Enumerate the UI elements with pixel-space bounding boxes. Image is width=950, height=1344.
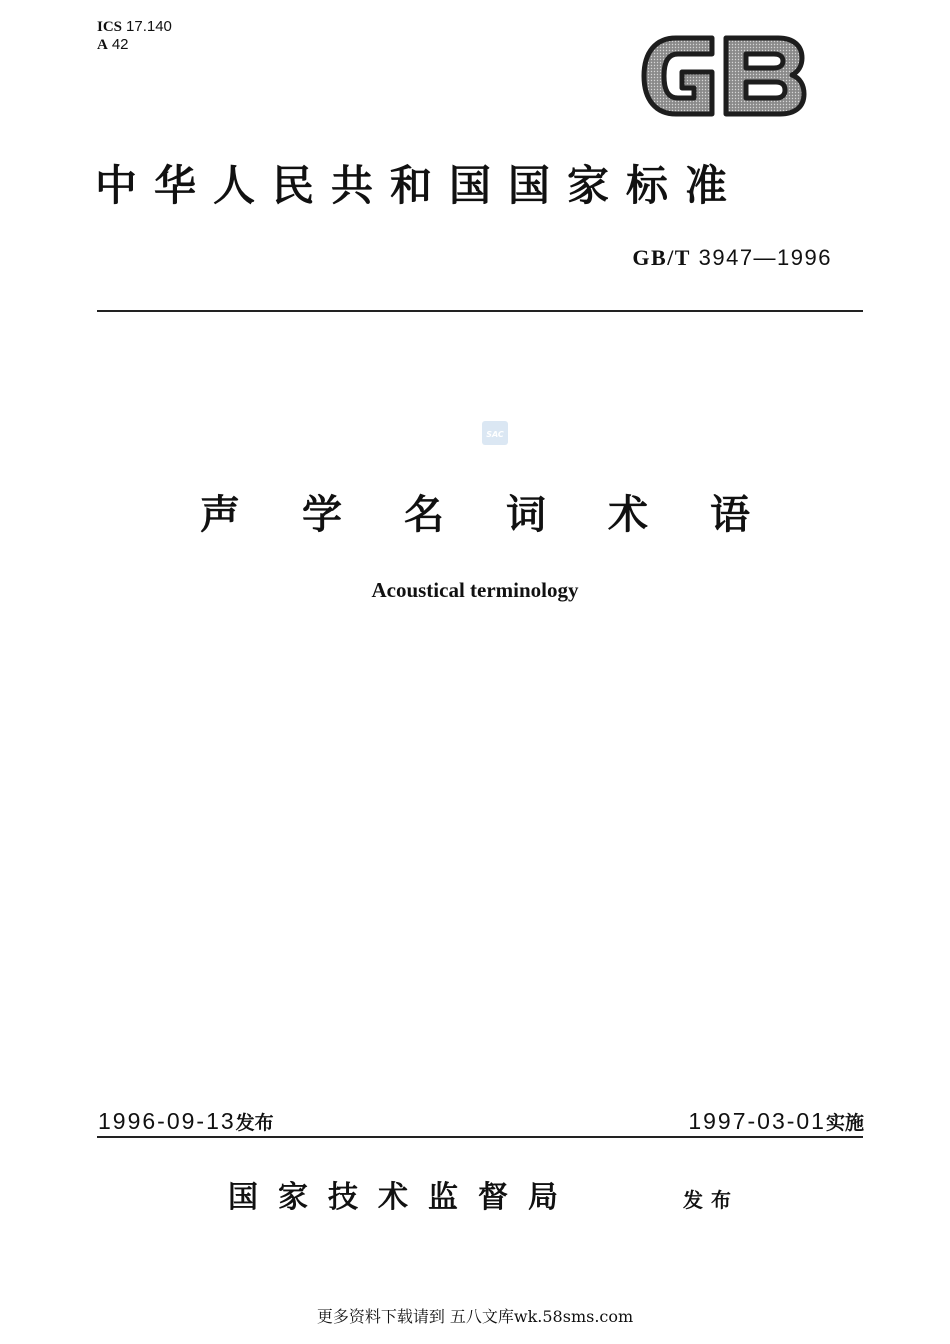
ics-code bbox=[97, 18, 172, 36]
top-divider bbox=[97, 310, 863, 312]
standard-prefix: GB/T bbox=[632, 245, 691, 270]
standard-code: 3947—1996 bbox=[698, 245, 832, 270]
issue-date bbox=[98, 1106, 274, 1138]
bottom-divider bbox=[97, 1136, 863, 1138]
sac-watermark-icon bbox=[481, 420, 509, 446]
document-title-english: Acoustical terminology bbox=[371, 578, 579, 602]
standard-number bbox=[632, 244, 832, 272]
main-title: 中华人民共和国国家标准 bbox=[95, 161, 745, 210]
watermark-text: SAC bbox=[486, 430, 504, 439]
issuing-authority: 国家技术监督局 bbox=[228, 1180, 578, 1215]
implementation-date-value: 1997-03-01 bbox=[688, 1108, 826, 1134]
implementation-date-label: 实施 bbox=[825, 1112, 864, 1134]
ics-label: ICS bbox=[97, 19, 123, 35]
footer-note: 更多资料下载请到 五八文库wk.58sms.com bbox=[316, 1307, 634, 1326]
ccs-value: 42 bbox=[111, 36, 129, 53]
gb-logo bbox=[638, 28, 808, 124]
issuing-action: 发布 bbox=[683, 1188, 739, 1212]
ics-value: 17.140 bbox=[126, 18, 172, 35]
document-title-chinese: 声学名词术语 bbox=[200, 492, 812, 538]
classification-codes bbox=[97, 18, 172, 54]
ccs-label: A bbox=[97, 37, 108, 53]
implementation-date bbox=[688, 1106, 864, 1138]
issue-date-value: 1996-09-13 bbox=[98, 1108, 236, 1134]
issue-date-label: 发布 bbox=[235, 1112, 274, 1134]
ccs-code bbox=[97, 36, 172, 54]
